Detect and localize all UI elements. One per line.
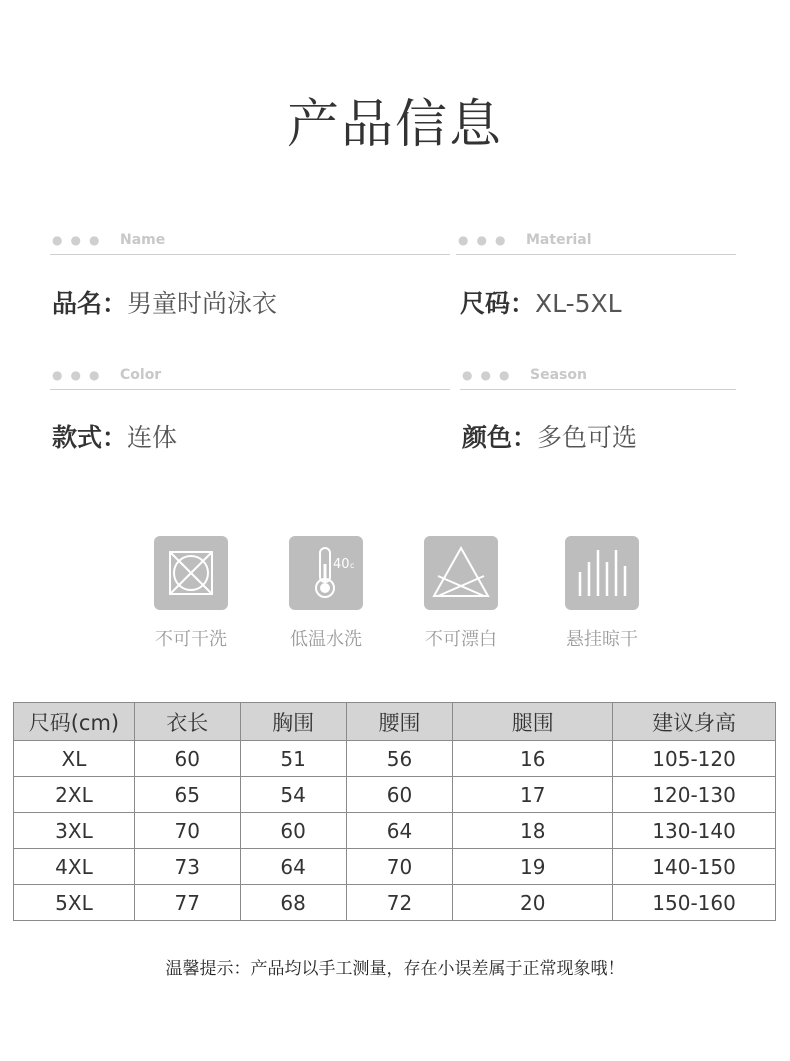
table-header-cell: 腰围 [346,703,453,741]
table-cell: 73 [134,849,240,885]
care-item-no-tumble-dry [121,536,261,651]
table-row [14,777,776,813]
field-key: 颜色： [462,423,538,452]
table-cell: 105-120 [613,741,776,777]
page-title: 产品信息 [286,95,503,155]
field-product-name [52,284,277,320]
field-color [462,418,637,454]
table-cell: 2XL [14,777,135,813]
field-style [52,418,177,454]
care-label: 不可干洗 [155,629,227,650]
table-cell: 65 [134,777,240,813]
section-header-material [456,230,736,255]
table-cell: 54 [240,777,346,813]
table-cell: 19 [453,849,613,885]
table-cell: 64 [240,849,346,885]
table-header-cell: 胸围 [240,703,346,741]
table-cell: 70 [346,849,453,885]
table-row [14,849,776,885]
table-row [14,741,776,777]
table-header-cell: 尺码(cm) [14,703,135,741]
care-label: 悬挂晾干 [566,629,638,650]
table-cell: 3XL [14,813,135,849]
table-cell: 77 [134,885,240,921]
table-cell: 4XL [14,849,135,885]
table-cell: 56 [346,741,453,777]
section-label-material: Material [526,232,592,248]
table-cell: XL [14,741,135,777]
table-cell: 140-150 [613,849,776,885]
field-key: 品名： [52,289,128,318]
table-header-cell: 建议身高 [613,703,776,741]
table-cell: 17 [453,777,613,813]
table-cell: 120-130 [613,777,776,813]
care-item-no-bleach [391,536,531,651]
measurement-tip: 温馨提示：产品均以手工测量，存在小误差属于正常现象哦！ [165,959,625,979]
table-cell: 72 [346,885,453,921]
table-cell: 150-160 [613,885,776,921]
field-key: 尺码： [460,289,536,318]
field-value: XL-5XL [535,289,622,318]
table-row [14,885,776,921]
no-bleach-icon [424,536,498,610]
table-cell: 64 [346,813,453,849]
table-row [14,813,776,849]
table-cell: 16 [453,741,613,777]
table-cell: 130-140 [613,813,776,849]
table-header-cell: 衣长 [134,703,240,741]
section-header-season [460,365,736,390]
table-header-row [14,703,776,741]
dots-decoration: ●●● [458,233,514,247]
field-value: 多色可选 [537,423,638,452]
section-label-season: Season [530,367,587,383]
svg-text:40: 40 [333,557,350,572]
table-cell: 20 [453,885,613,921]
dots-decoration: ●●● [462,368,518,382]
hang-dry-icon [565,536,639,610]
table-cell: 5XL [14,885,135,921]
field-key: 款式： [52,423,128,452]
dots-decoration: ●●● [52,233,108,247]
table-cell: 70 [134,813,240,849]
care-label: 不可漂白 [425,629,497,650]
table-cell: 51 [240,741,346,777]
field-value: 连体 [127,423,178,452]
table-cell: 18 [453,813,613,849]
table-cell: 60 [134,741,240,777]
no-tumble-dry-icon [154,536,228,610]
field-value: 男童时尚泳衣 [127,289,278,318]
table-cell: 60 [240,813,346,849]
care-item-wash-40c [256,536,396,651]
care-label: 低温水洗 [290,629,362,650]
svg-text:c: c [350,561,355,570]
size-table [13,702,776,921]
section-label-color: Color [120,367,162,383]
section-label-name: Name [120,232,166,248]
wash-40c-icon [289,536,363,610]
section-header-color [50,365,450,390]
table-cell: 60 [346,777,453,813]
table-cell: 68 [240,885,346,921]
table-header-cell: 腿围 [453,703,613,741]
field-size [460,284,622,320]
dots-decoration: ●●● [52,368,108,382]
section-header-name [50,230,450,255]
care-item-hang-dry [532,536,672,651]
